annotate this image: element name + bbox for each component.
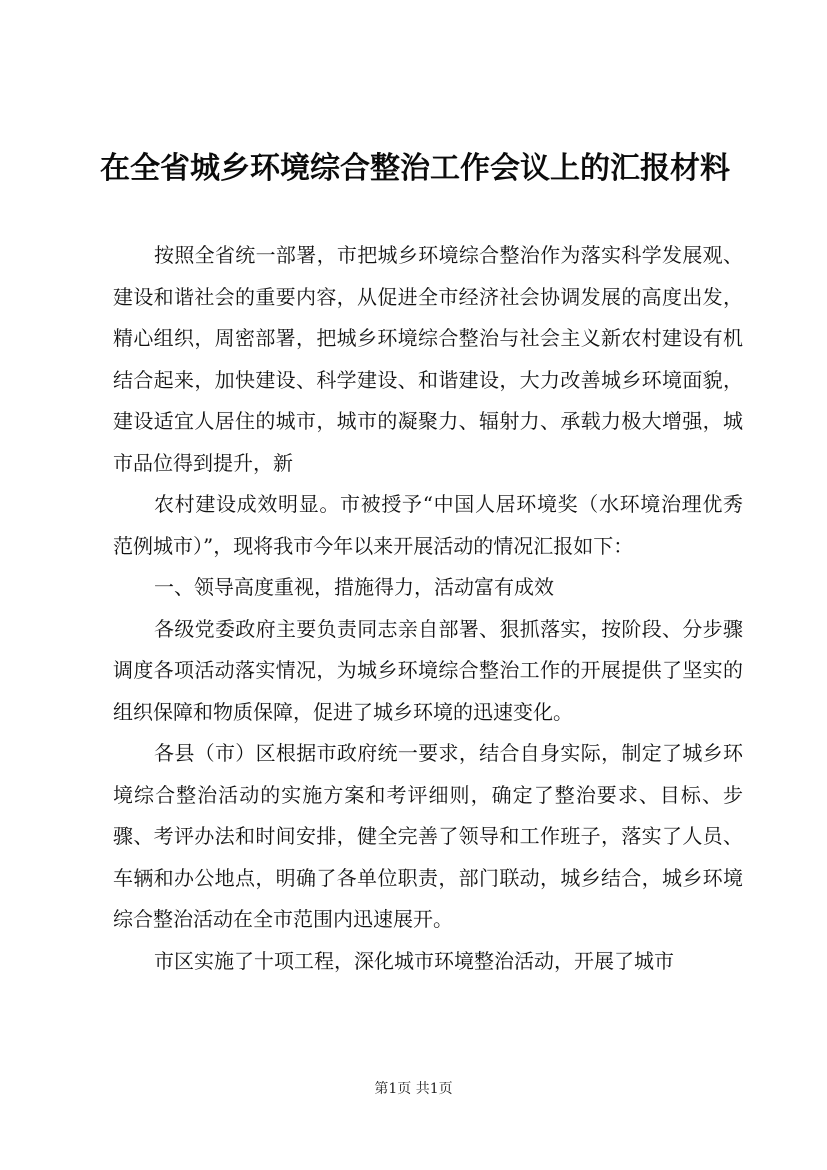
section-heading: 一、领导高度重视，措施得力，活动富有成效 <box>154 575 554 599</box>
paragraph: 市区实施了十项工程，深化城市环境整治活动，开展了城市 <box>154 948 674 973</box>
paragraph: 按照全省统一部署，市把城乡环境综合整治作为落实科学发展观、建设和谐社会的重要内容，从促进全市经济社会协调发展的高度出发，精心组织，周密部署，把城乡环境综合整治与社会主义新农村建设有机结合起来，加快建设、科学建设、和谐建设，大力改善城乡环境面貌，建设适宜人居住的城市，城市的凝聚力、辐射力、承载力极大增强，城市品位得到提升，新 <box>113 243 743 475</box>
paragraph: 农村建设成效明显。市被授予“中国人居环境奖（水环境治理优秀范例城市）”，现将我市今年以来开展活动的情况汇报如下： <box>113 492 743 558</box>
paragraph: 各级党委政府主要负责同志亲自部署、狠抓落实，按阶段、分步骤调度各项活动落实情况，为城乡环境综合整治工作的开展提供了坚实的组织保障和物质保障，促进了城乡环境的迅速变化。 <box>113 616 743 724</box>
document-body <box>113 235 743 982</box>
document-title: 在全省城乡环境综合整治工作会议上的汇报材料 <box>100 151 730 186</box>
page-number-footer: 第1页 共1页 <box>374 1081 453 1097</box>
paragraph: 各县（市）区根据市政府统一要求，结合自身实际，制定了城乡环境综合整治活动的实施方案和考评细则，确定了整治要求、目标、步骤、考评办法和时间安排，健全完善了领导和工作班子，落实了人员、车辆和办公地点，明确了各单位职责，部门联动，城乡结合，城乡环境综合整治活动在全市范围内迅速展开。 <box>113 741 743 931</box>
